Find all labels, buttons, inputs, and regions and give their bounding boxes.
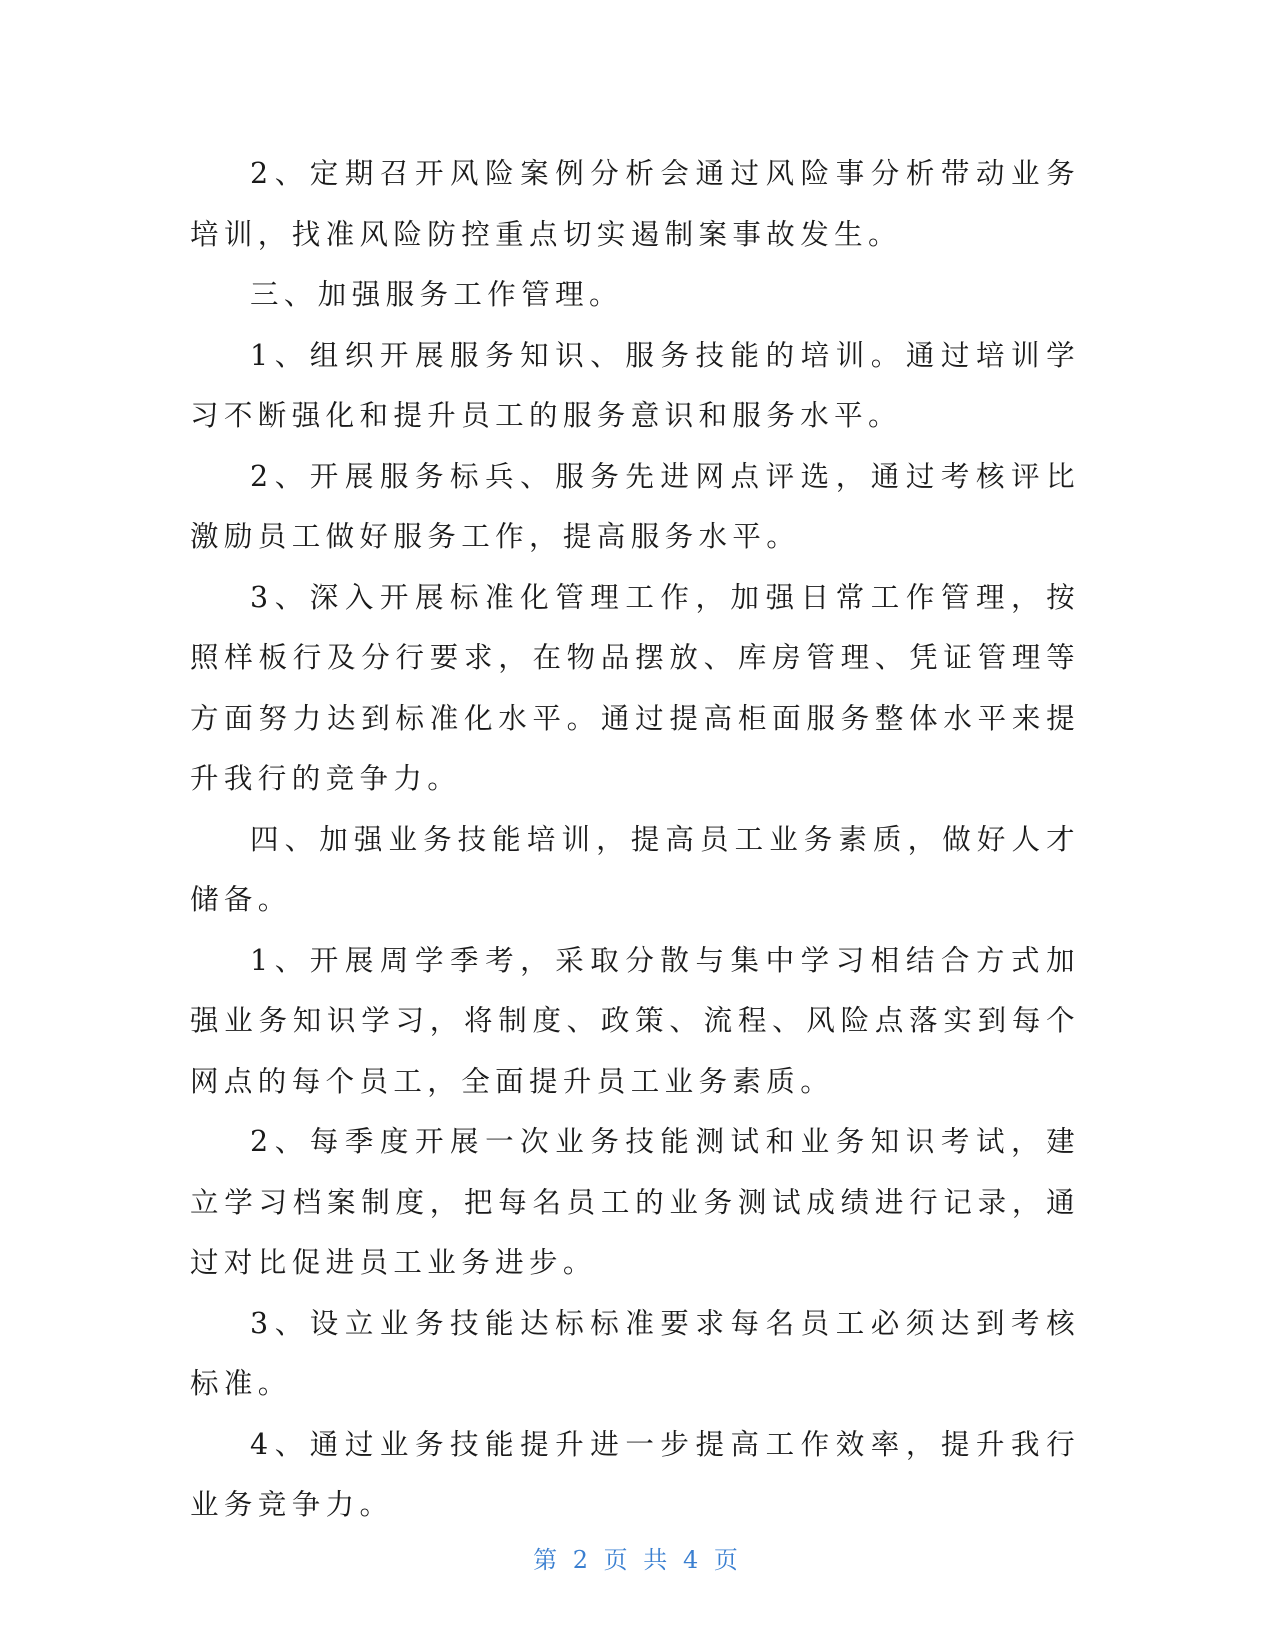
- section-heading: 三、加强服务工作管理。: [250, 278, 623, 311]
- page-number-footer: 第 2 页 共 4 页: [533, 1546, 742, 1574]
- paragraph: 4、通过业务技能提升进一步提高工作效率，提升我行业务竞争力。: [190, 1427, 1080, 1521]
- paragraph: 2、开展服务标兵、服务先进网点评选，通过考核评比激励员工做好服务工作，提高服务水平。: [190, 459, 1080, 553]
- paragraph: 2、每季度开展一次业务技能测试和业务知识考试，建立学习档案制度，把每名员工的业务测试成绩进行记录，通过对比促进员工业务进步。: [190, 1125, 1080, 1279]
- document-body: [190, 144, 1080, 1536]
- paragraph: 1、组织开展服务知识、服务技能的培训。通过培训学习不断强化和提升员工的服务意识和服务水平。: [190, 338, 1080, 432]
- paragraph: 2、定期召开风险案例分析会通过风险事分析带动业务培训，找准风险防控重点切实遏制案事故发生。: [190, 157, 1080, 251]
- section-heading: 四、加强业务技能培训，提高员工业务素质，做好人才储备。: [190, 822, 1080, 916]
- paragraph: 3、深入开展标准化管理工作，加强日常工作管理，按照样板行及分行要求，在物品摆放、库房管理、凭证管理等方面努力达到标准化水平。通过提高柜面服务整体水平来提升我行的竞争力。: [190, 580, 1080, 795]
- paragraph: 3、设立业务技能达标标准要求每名员工必须达到考核标准。: [190, 1306, 1080, 1400]
- paragraph: 1、开展周学季考，采取分散与集中学习相结合方式加强业务知识学习，将制度、政策、流程、风险点落实到每个网点的每个员工，全面提升员工业务素质。: [190, 943, 1080, 1098]
